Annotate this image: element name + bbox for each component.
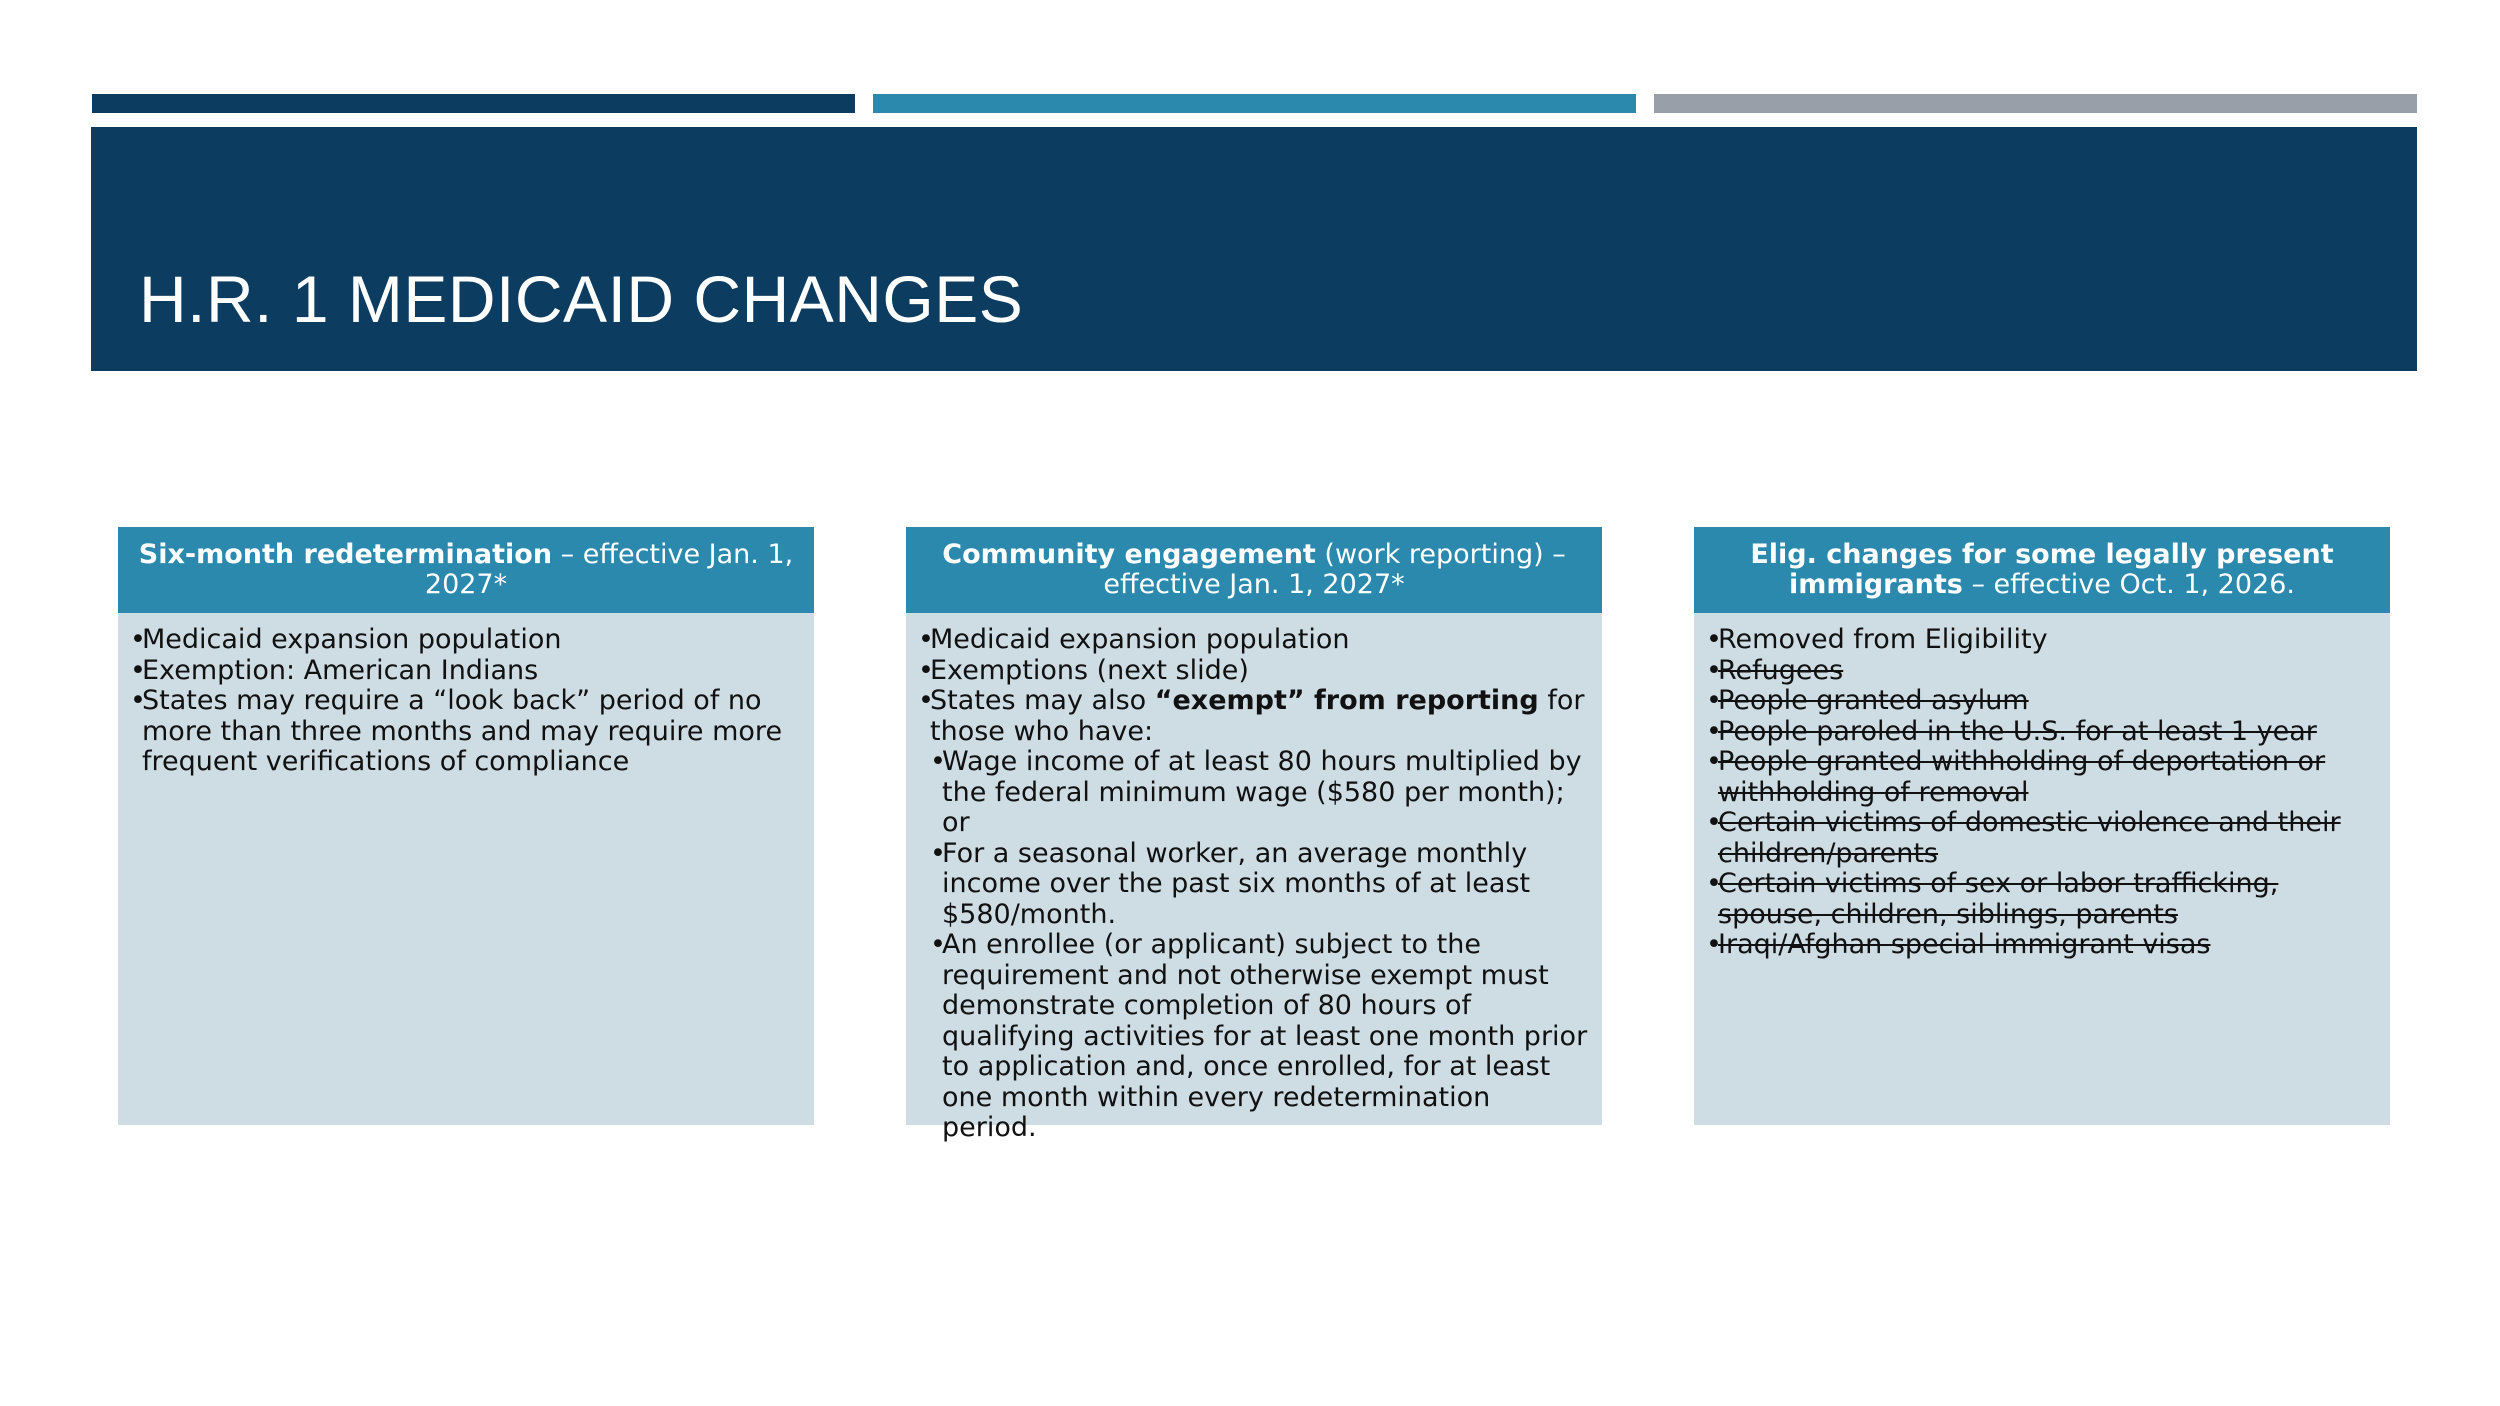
card-six-month-redetermination	[118, 527, 814, 1125]
card-header-rest: (work reporting) – effective Jan. 1, 2027*	[1103, 539, 1566, 600]
sub-list-item: • For a seasonal worker, an average monthly income over the past six months of at least $580/month.	[930, 837, 1531, 930]
list-item: • Exemptions (next slide)	[918, 654, 1249, 686]
card-community-engagement	[906, 527, 1602, 1143]
accent-bar-navy	[92, 94, 855, 113]
card-body	[906, 613, 1602, 1144]
card-header-bold: Elig. changes for some legally present immigrants	[1750, 539, 2334, 600]
removed-item: • Certain victims of sex or labor trafficking, spouse, children, siblings, parents	[1706, 868, 2279, 930]
removed-item: • Refugees	[1706, 654, 1844, 686]
removed-item: • People granted withholding of deportation or withholding of removal	[1706, 746, 2326, 808]
removed-item: • People paroled in the U.S. for at least 1 year	[1706, 715, 2317, 747]
list-item: • Medicaid expansion population	[918, 624, 1350, 655]
removed-item: • Certain victims of domestic violence and their children/parents	[1706, 807, 2341, 869]
accent-bar-teal	[873, 94, 1636, 113]
sub-list-item: • Wage income of at least 80 hours multiplied by the federal minimum wage ($580 per month); or	[930, 746, 1582, 838]
list-item: • States may require a “look back” period of no more than three months and may require more frequent verifications of compliance	[130, 685, 783, 777]
card-header-bold: Six-month redetermination	[138, 539, 553, 570]
card-header-bold: Community engagement	[942, 539, 1316, 570]
removed-item: • People granted asylum	[1706, 685, 2029, 716]
card-header-rest: – effective Jan. 1, 2027*	[424, 539, 794, 600]
list-item: • Medicaid expansion population	[130, 624, 562, 655]
card-header-rest: – effective Oct. 1, 2026.	[1962, 569, 2295, 600]
sub-list-item: • An enrollee (or applicant) subject to the requirement and not otherwise exempt must demonstrate completion of 80 hours of qualifying activities for at least one month prior to application and, once enrolled, for at least one month within every redetermination period.	[930, 929, 1588, 1143]
accent-bar-gray	[1654, 94, 2417, 113]
card-header	[1694, 527, 2390, 613]
list-item-exempt: • States may also “exempt” from reporting for those who have:	[918, 685, 1585, 747]
card-header	[118, 527, 814, 613]
card-header	[906, 527, 1602, 613]
card-immigrant-eligibility	[1694, 527, 2390, 1125]
list-item: • Exemption: American Indians	[130, 654, 539, 686]
slide-title: H.R. 1 MEDICAID CHANGES	[139, 262, 1024, 336]
card-body	[118, 613, 814, 778]
list-item: • Removed from Eligibility	[1706, 624, 2048, 655]
card-body	[1694, 613, 2390, 961]
removed-item: • Iraqi/Afghan special immigrant visas	[1706, 929, 2211, 960]
